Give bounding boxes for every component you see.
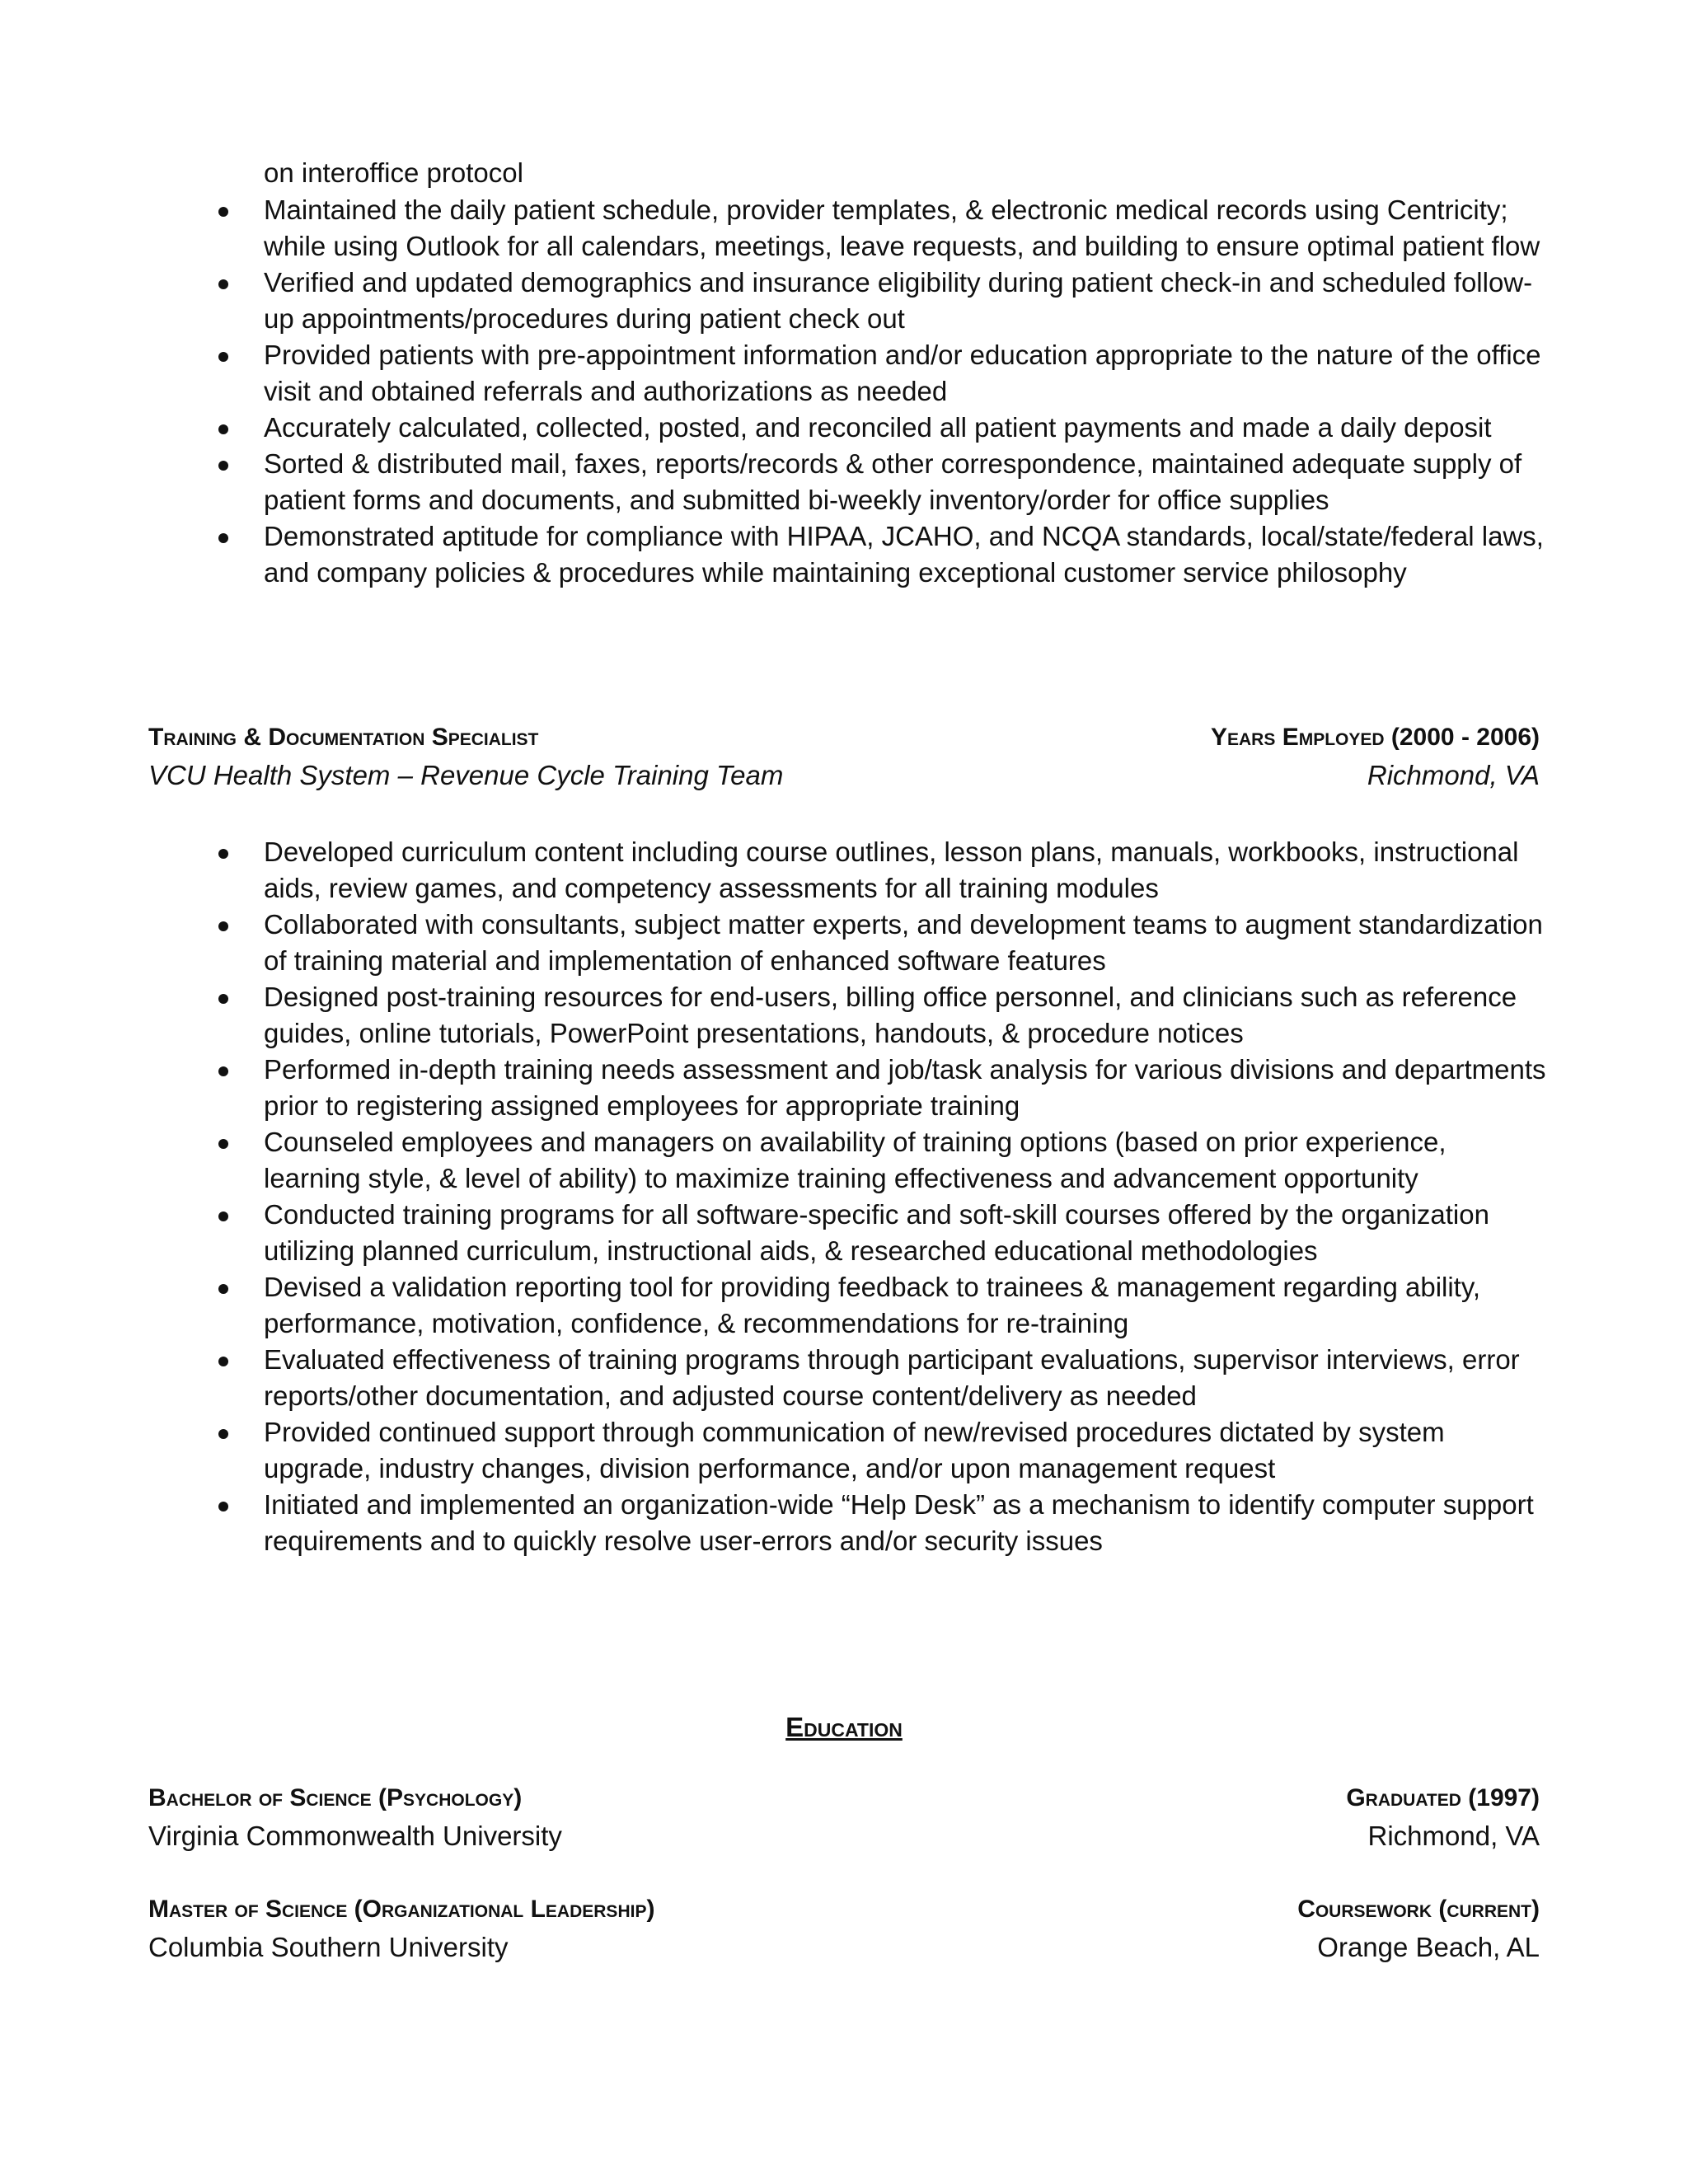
bullet-icon xyxy=(218,207,228,217)
organization: VCU Health System – Revenue Cycle Training Team xyxy=(148,760,784,790)
bullet-icon xyxy=(218,1357,228,1366)
bullet-icon xyxy=(218,352,228,362)
bullet-icon xyxy=(218,849,228,859)
list-item: Performed in-depth training needs assessment and job/task analysis for various divisions and departments prior to registering assigned employees for appropriate training xyxy=(0,1052,1550,1124)
list-item: Provided patients with pre-appointment information and/or education appropriate to the nature of the office visit and obtained referrals and authorizations as needed xyxy=(0,337,1550,410)
list-item: Devised a validation reporting tool for providing feedback to trainees & management regarding ability, performance, motivation, confidence, & recommendations for re-training xyxy=(0,1269,1550,1342)
degree1-school-row xyxy=(148,1821,1540,1852)
bullet-icon xyxy=(218,1212,228,1221)
bullet-icon xyxy=(218,994,228,1004)
list-item: Conducted training programs for all software-specific and soft-skill courses offered by the organization utilizing planned curriculum, instructional aids, & researched educational methodologies xyxy=(0,1197,1550,1269)
list-item: Collaborated with consultants, subject matter experts, and development teams to augment standardization of training material and implementation of enhanced software features xyxy=(0,907,1550,979)
degree2-header xyxy=(148,1896,1540,1924)
job2-bullet-list xyxy=(0,834,1688,1559)
bullet-icon xyxy=(218,1066,228,1076)
list-item: Sorted & distributed mail, faxes, reports/records & other correspondence, maintained adequate supply of patient forms and documents, and submitted bi-weekly inventory/order for office supplies xyxy=(0,446,1550,518)
job1-bullet-list xyxy=(0,192,1688,591)
list-item: Accurately calculated, collected, posted, and reconciled all patient payments and made a daily deposit xyxy=(0,410,1550,446)
degree2-school-row xyxy=(148,1932,1540,1963)
school-name: Columbia Southern University xyxy=(148,1932,509,1962)
education-heading: Education xyxy=(785,1712,903,1742)
list-item: Developed curriculum content including course outlines, lesson plans, manuals, workbooks, instructional aids, review games, and competency assessments for all training modules xyxy=(0,834,1550,907)
degree-title: Master of Science (Organizational Leadership) xyxy=(148,1896,655,1923)
bullet-icon xyxy=(218,1284,228,1294)
bullet-icon xyxy=(218,1502,228,1511)
list-item: Initiated and implemented an organization-wide “Help Desk” as a mechanism to identify computer support requirements and to quickly resolve user-errors and/or security issues xyxy=(0,1487,1550,1559)
bullet-icon xyxy=(218,1429,228,1439)
bullet-icon xyxy=(218,461,228,471)
list-item: Maintained the daily patient schedule, provider templates, & electronic medical records using Centricity; while using Outlook for all calendars, meetings, leave requests, and building to ensure optimal patient flow xyxy=(0,192,1550,265)
degree-status: Coursework (current) xyxy=(1297,1896,1540,1923)
school-location: Richmond, VA xyxy=(1367,1821,1540,1851)
bullet-icon xyxy=(218,921,228,931)
bullet-icon xyxy=(218,1139,228,1149)
job-title: Training & Documentation Specialist xyxy=(148,724,539,751)
list-item: Evaluated effectiveness of training programs through participant evaluations, supervisor interviews, error reports/other documentation, and adjusted course content/delivery as needed xyxy=(0,1342,1550,1414)
list-item: Designed post-training resources for end-users, billing office personnel, and clinicians such as reference guides, online tutorials, PowerPoint presentations, handouts, & procedure notices xyxy=(0,979,1550,1052)
degree1-header xyxy=(148,1784,1540,1812)
job2-subheader xyxy=(148,760,1540,791)
list-item: Provided continued support through communication of new/revised procedures dictated by system upgrade, industry changes, division performance, and/or upon management request xyxy=(0,1414,1550,1487)
school-location: Orange Beach, AL xyxy=(1317,1932,1540,1962)
degree-title: Bachelor of Science (Psychology) xyxy=(148,1784,523,1811)
job-location: Richmond, VA xyxy=(1367,760,1540,790)
bullet-icon xyxy=(218,279,228,289)
list-item: Demonstrated aptitude for compliance with HIPAA, JCAHO, and NCQA standards, local/state/federal laws, and company policies & procedures while maintaining exceptional customer service philosophy xyxy=(0,518,1550,591)
degree-status: Graduated (1997) xyxy=(1346,1784,1540,1811)
job2-header xyxy=(148,724,1540,752)
bullet-icon xyxy=(218,424,228,434)
years-employed: Years Employed (2000 - 2006) xyxy=(1211,724,1540,751)
list-item: Verified and updated demographics and insurance eligibility during patient check-in and scheduled follow-up appointments/procedures during patient check out xyxy=(0,265,1550,337)
school-name: Virginia Commonwealth University xyxy=(148,1821,562,1851)
bullet-icon xyxy=(218,533,228,543)
continuation-text: on interoffice protocol xyxy=(264,157,523,188)
list-item: Counseled employees and managers on availability of training options (based on prior experience, learning style, & level of ability) to maximize training effectiveness and advancement opportunity xyxy=(0,1124,1550,1197)
